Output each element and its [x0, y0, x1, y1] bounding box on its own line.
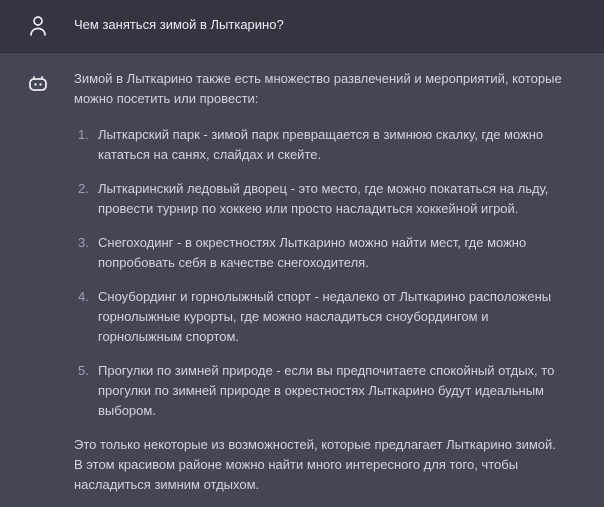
list-number: 1.: [78, 127, 89, 142]
user-message-text: Чем заняться зимой в Лыткарино?: [74, 17, 284, 32]
list-number: 3.: [78, 235, 89, 250]
list-item: [74, 179, 564, 219]
answer-intro: Зимой в Лыткарино также есть множество развлечений и мероприятий, которые можно посетить или провести:: [74, 71, 562, 106]
list-item: [74, 287, 564, 347]
list-item-text: Прогулки по зимней природе - если вы предпочитаете спокойный отдых, то прогулки по зимней природе в окрестностях Лыткарино будут идеальным выбором.: [98, 363, 555, 418]
bot-icon: [27, 73, 49, 93]
assistant-message: [0, 53, 604, 507]
user-message: [0, 0, 604, 53]
user-icon: [28, 14, 48, 38]
answer-outro: Это только некоторые из возможностей, которые предлагает Лыткарино зимой. В этом красивом районе можно найти много интересного для того, чтобы насладиться зимним отдыхом.: [74, 437, 556, 492]
list-item-text: Лыткаринский ледовый дворец - это место, где можно покататься на льду, провести турнир по хоккею или просто насладиться хоккейной игрой.: [98, 181, 549, 216]
list-number: 4.: [78, 289, 89, 304]
list-number: 2.: [78, 181, 89, 196]
list-item-text: Лыткарский парк - зимой парк превращается в зимнюю скалку, где можно кататься на санях, слайдах и скейте.: [98, 127, 544, 162]
list-item-text: Снегоходинг - в окрестностях Лыткарино можно найти мест, где можно попробовать себя в качестве снегоходителя.: [98, 235, 527, 270]
list-number: 5.: [78, 363, 89, 378]
assistant-answer: [74, 69, 564, 495]
list-item-text: Сноубординг и горнолыжный спорт - недалеко от Лыткарино расположены горнолыжные курорты, где можно насладиться сноубордингом и горнолыжным спортом.: [98, 289, 552, 344]
list-item: [74, 361, 564, 421]
activity-list: [74, 125, 564, 421]
list-item: [74, 233, 564, 273]
list-item: [74, 125, 564, 165]
